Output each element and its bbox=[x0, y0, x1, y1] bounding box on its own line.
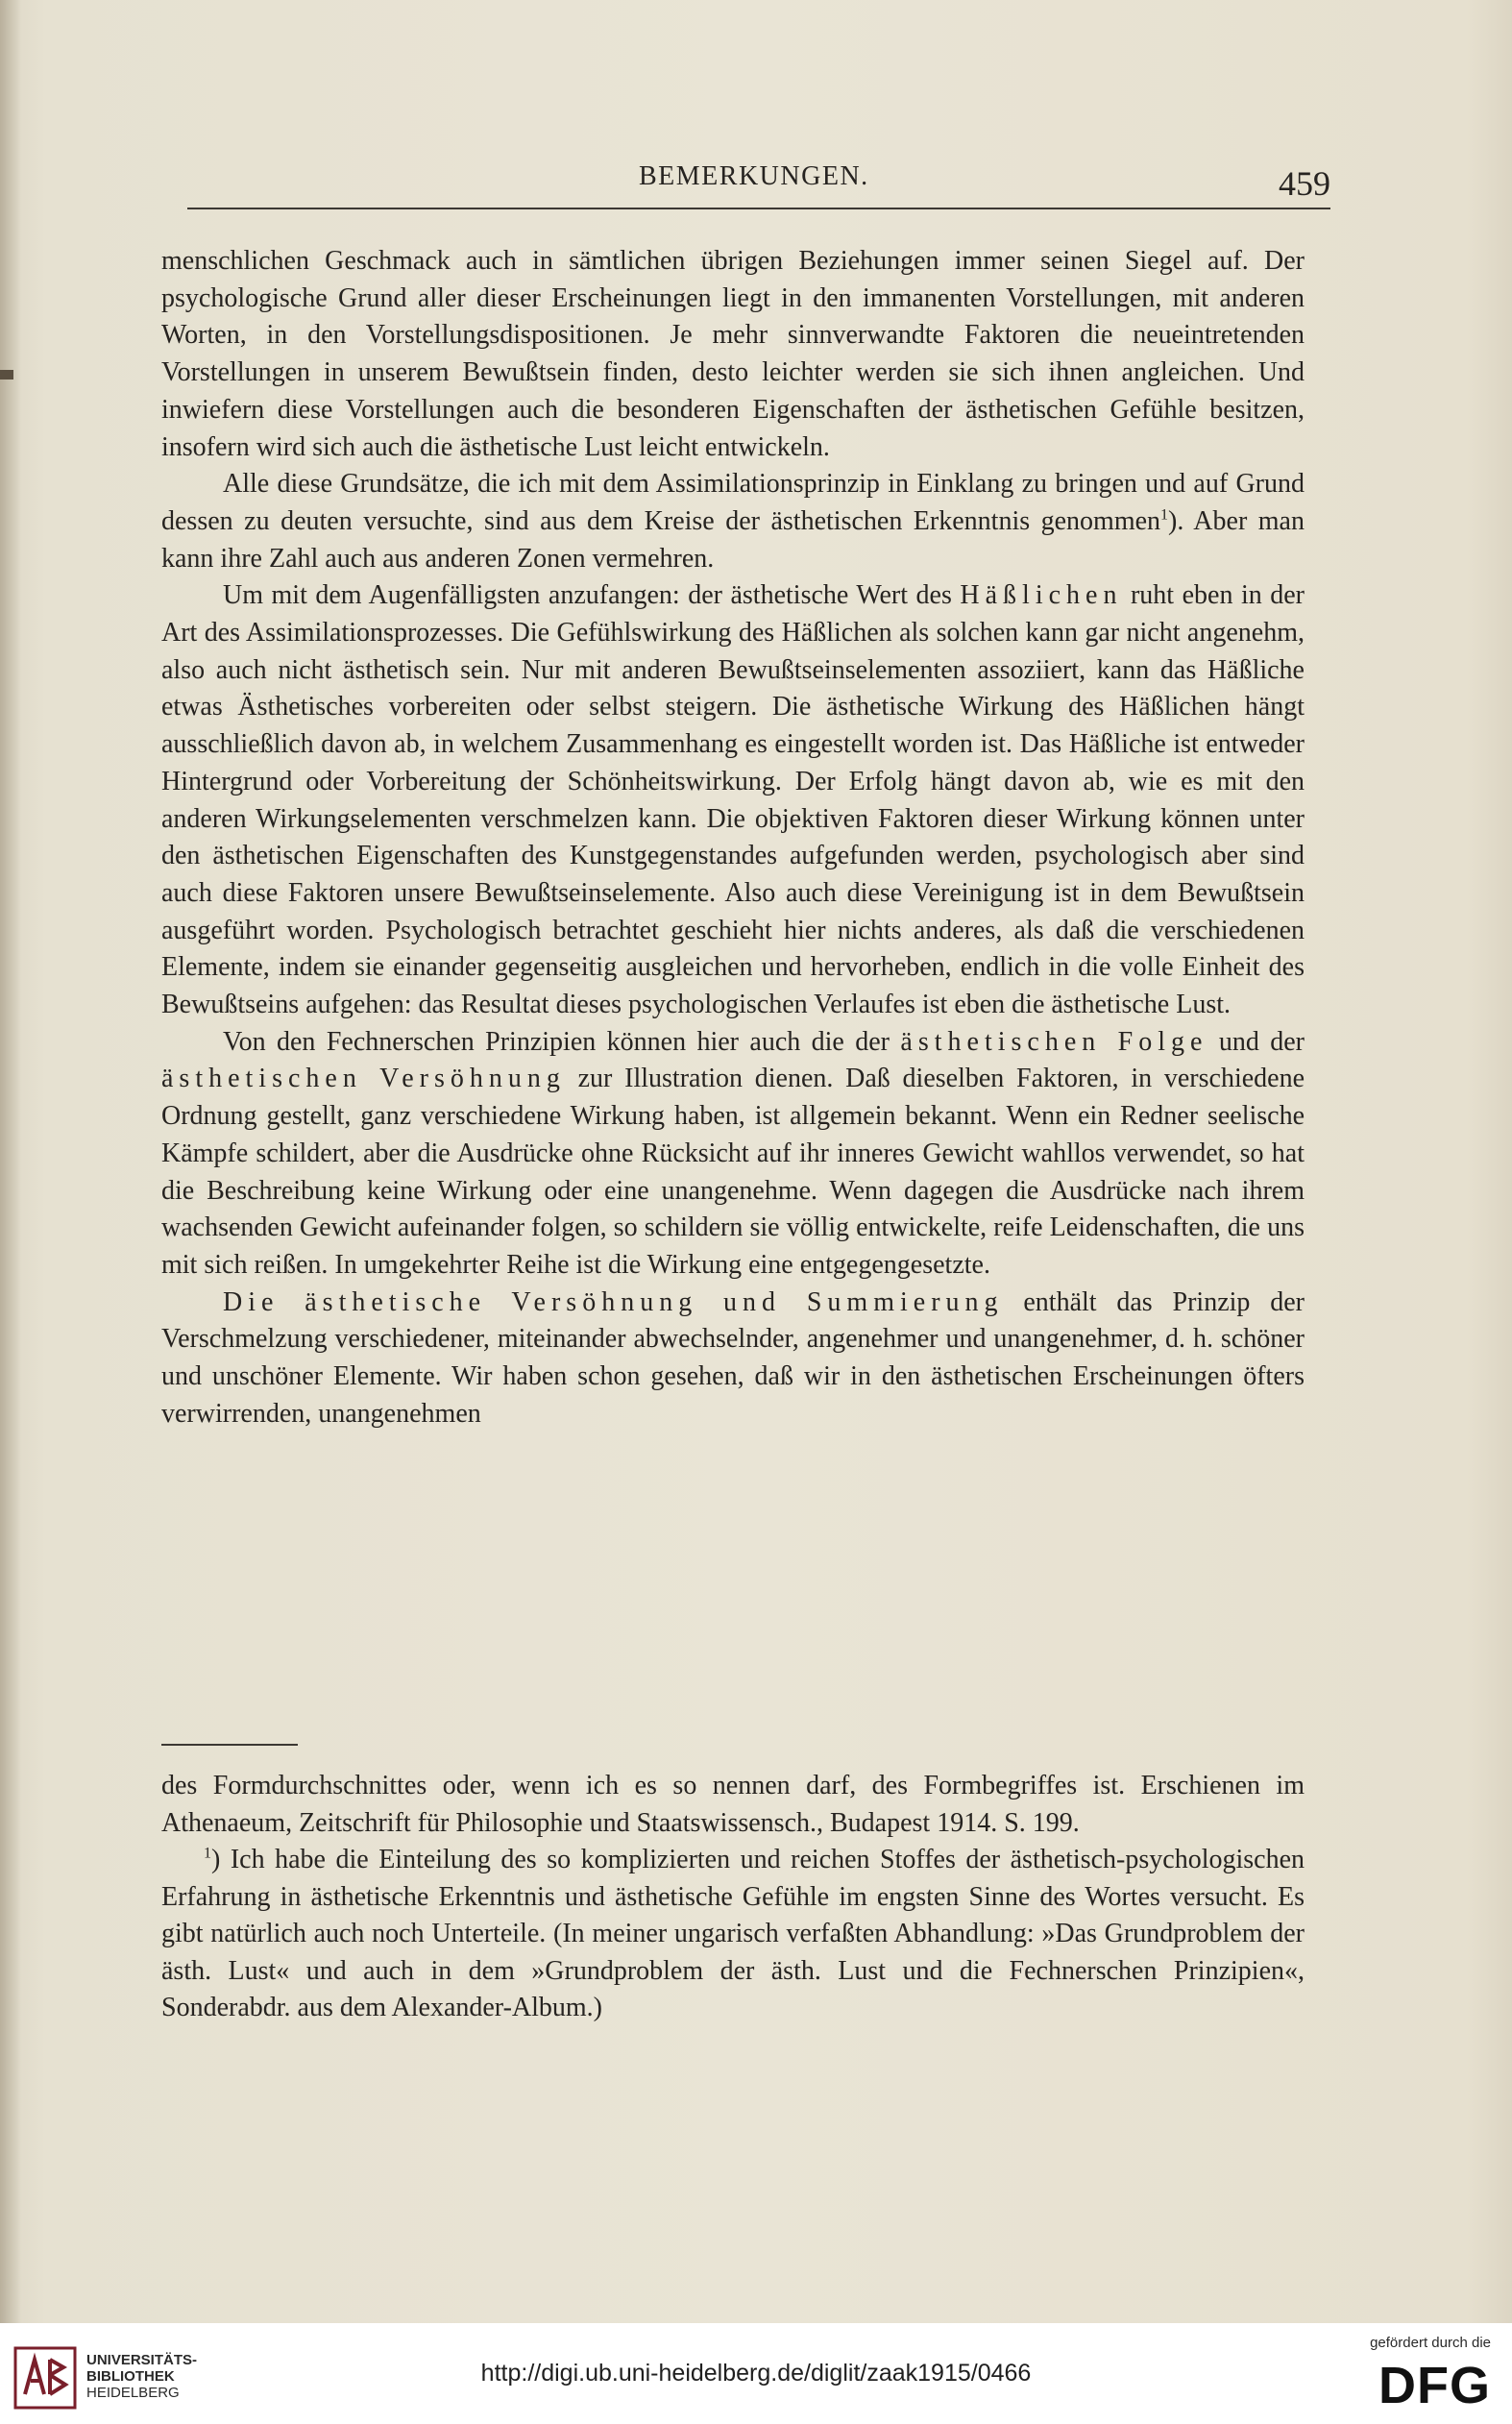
paragraph-4-text-a: Von den Fechnerschen Prinzipien können hier auch die der bbox=[223, 1026, 890, 1057]
paragraph-5-text-b: enthält das Prinzip der Verschmelzung verschiedener, miteinander abwechselnder, angenehmer und unangenehmer, d. h. schöner und unschöner Elemente. Wir haben schon gesehen, daß wir in den ästhetischen Erscheinungen öfters verwirrenden, unangenehmen bbox=[161, 1286, 1305, 1429]
footnote-rule bbox=[161, 1744, 298, 1746]
source-url-link[interactable]: http://digi.ub.uni-heidelberg.de/diglit/zaak1915/0466 bbox=[480, 2360, 1032, 2387]
page-header bbox=[187, 156, 1330, 209]
institution-line-3: HEIDELBERG bbox=[86, 2385, 180, 2401]
footnote-1 bbox=[161, 1842, 1305, 2027]
digitization-footer bbox=[0, 2323, 1512, 2424]
emphasis-aesthetische-folge: ästhetischen Folge bbox=[900, 1026, 1208, 1057]
emphasis-haesslichen: Häßlichen bbox=[960, 580, 1123, 611]
paragraph-3-text-a: Um mit dem Augenfälligsten anzufangen: der ästhetische Wert des bbox=[223, 580, 952, 611]
footnote-1-marker: 1 bbox=[204, 1845, 211, 1862]
emphasis-aesthetische-versoehnung: ästhetischen Versöhnung bbox=[161, 1064, 566, 1094]
paragraph-1-text: menschlichen Geschmack auch in sämtlichen übrigen Beziehungen immer seinen Siegel auf. Der psychologische Grund aller dieser Erscheinungen liegt in den immanenten Vorstellungen, mit anderen Worten, in den Vorstellungsdispositionen. Je mehr sinnverwandte Faktoren die neueintretenden Vorstellungen in unserem Bewußtsein finden, desto leichter werden sie sich ihnen angleichen. Und inwiefern diese Vorstellungen auch die besonderen Eigenschaften der ästhetischen Gefühle besitzen, insofern wird sich auch die ästhetische Lust leicht entwickeln. bbox=[161, 246, 1305, 462]
page-edge-mark bbox=[0, 370, 13, 380]
institution-line-1: UNIVERSITÄTS- bbox=[86, 2352, 198, 2368]
header-rule bbox=[187, 208, 1330, 209]
paragraph-2-text: Alle diese Grundsätze, die ich mit dem Assimilationsprinzip in Einklang zu bringen und auf Grund dessen zu deuten versuchte, sind aus dem Kreise der ästhetischen Erkenntnis genommen bbox=[161, 469, 1305, 536]
body-text bbox=[161, 243, 1305, 1433]
paragraph-4 bbox=[161, 1024, 1305, 1285]
paragraph-3-text-b: ruht eben in der Art des Assimilationsprozesses. Die Gefühlswirkung des Häßlichen als solchen kann gar nicht angenehm, also auch nicht ästhetisch sein. Nur mit anderen Bewußtseinselementen assoziiert, kann das Häßliche etwas Ästhetisches vorbereiten oder selbst steigern. Die ästhetische Wirkung des Häßlichen hängt ausschließlich davon ab, in welchem Zusammenhang es eingestellt worden ist. Das Häßliche ist entweder Hintergrund oder Vorbereitung der Schönheitswirkung. Der Erfolg hängt davon ab, wie es mit den anderen Wirkungselementen verschmelzen kann. Die objektiven Faktoren dieser Wirkung können unter den ästhetischen Eigenschaften des Kunstgegenstandes aufgefunden werden, psychologisch aber sind auch diese Faktoren unsere Bewußtseinselemente. Also auch diese Vereinigung ist in dem Bewußtsein ausgeführt worden. Psychologisch betrachtet geschieht hier nichts anderes, als daß die verschiedenen Elemente, indem sie einander gegenseitig ausgleichen und hervorheben, endlich in die volle Einheit des Bewußtseins aufgehen: das Resultat dieses psychologischen Verlaufes ist eben die ästhetische Lust. bbox=[161, 580, 1305, 1020]
funded-by-label: gefördert durch die bbox=[1370, 2335, 1491, 2351]
emphasis-versoehnung-summierung: Die ästhetische Versöhnung und Summierung bbox=[223, 1286, 1004, 1317]
footnote-1-text: ) Ich habe die Einteilung des so komplizierten und reichen Stoffes der ästhetisch-psychologischen Erfahrung in ästhetische Erkenntnis und ästhetische Gefühle im engsten Sinne des Wortes versucht. Es gibt natürlich auch noch Unterteile. (In meiner ungarisch verfaßten Abhandlung: »Das Grundproblem der ästh. Lust« und auch in dem »Grundproblem der ästh. Lust und die Fechnerschen Prinzipien«, Sonderabdr. aus dem Alexander-Album.) bbox=[161, 1845, 1305, 2022]
running-head: BEMERKUNGEN. bbox=[639, 161, 869, 191]
paragraph-1 bbox=[161, 243, 1305, 466]
footnote-continued: des Formdurchschnittes oder, wenn ich es so nennen darf, des Formbegriffes ist. Erschienen im Athenaeum, Zeitschrift für Philosophie und Staatswissensch., Budapest 1914. S. 199. bbox=[161, 1771, 1305, 1838]
dfg-logo: DFG bbox=[1378, 2357, 1491, 2414]
footnotes bbox=[161, 1768, 1305, 2027]
page-number: 459 bbox=[1279, 164, 1330, 203]
paragraph-3 bbox=[161, 577, 1305, 1023]
paragraph-2-end: ). Aber man kann ihre Zahl auch aus anderen Zonen vermehren. bbox=[161, 505, 1305, 574]
institution-line-2: BIBLIOTHEK bbox=[86, 2368, 175, 2385]
paragraph-5 bbox=[161, 1285, 1305, 1433]
paragraph-4-text-b: und der bbox=[1218, 1026, 1305, 1057]
page-edge-shadow bbox=[0, 0, 21, 2323]
paragraph-2 bbox=[161, 466, 1305, 577]
paragraph-4-text-c: zur Illustration dienen. Daß dieselben Faktoren, in verschiedene Ordnung gestellt, ganz verschiedene Wirkung haben, ist allgemein bekannt. Wenn ein Redner seelische Kämpfe schildert, aber die Ausdrücke ohne Rücksicht auf ihr inneres Gewicht wahllos verwendet, so hat die Beschreibung keine Wirkung oder eine unangenehme. Wenn dagegen die Ausdrücke nach ihrem wachsenden Gewicht aufeinander folgen, so schildern sie völlig entwickelte, reife Leidenschaften, die uns mit sich reißen. In umgekehrter Reihe ist die Wirkung eine entgegengesetzte. bbox=[161, 1064, 1305, 1280]
footnote-ref-1: 1 bbox=[1160, 506, 1169, 524]
